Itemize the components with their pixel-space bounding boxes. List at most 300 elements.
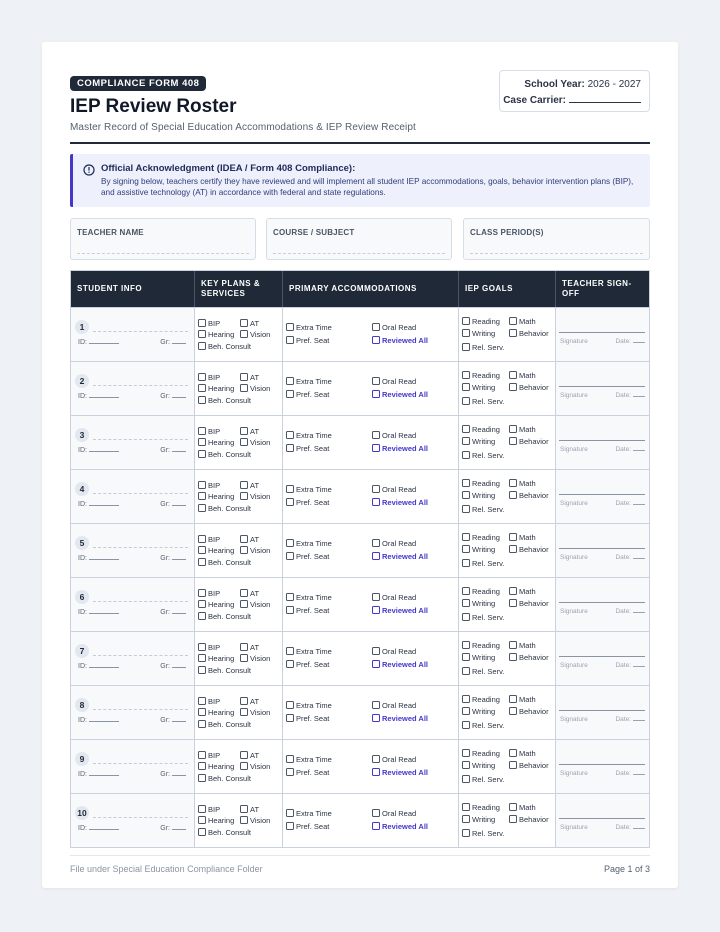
extra-time-checkbox[interactable]: Extra Time <box>286 647 332 656</box>
rel-serv-checkbox[interactable]: Rel. Serv. <box>462 451 504 460</box>
pref-seat-checkbox[interactable]: Pref. Seat <box>286 444 329 453</box>
date-field[interactable]: Date: <box>615 608 645 615</box>
reviewed-all-checkbox[interactable]: Reviewed All <box>372 660 428 669</box>
reading-checkbox[interactable]: Reading <box>462 425 500 434</box>
reading-checkbox[interactable]: Reading <box>462 479 500 488</box>
checkbox-icon <box>462 317 470 325</box>
signoff-cell <box>556 578 649 631</box>
rel-serv-checkbox[interactable]: Rel. Serv. <box>462 343 504 352</box>
page-subtitle: Master Record of Special Education Accommodations & IEP Review Receipt <box>70 122 416 133</box>
student-id-field[interactable]: ID: <box>78 338 119 346</box>
math-checkbox[interactable]: Math <box>509 425 536 434</box>
pref-seat-checkbox[interactable]: Pref. Seat <box>286 552 329 561</box>
checkbox-icon <box>240 751 248 759</box>
signature-field[interactable] <box>559 440 645 441</box>
behavior-checkbox[interactable]: Behavior <box>509 707 549 716</box>
row-number: 5 <box>75 536 89 550</box>
beh-consult-checkbox[interactable]: Beh. Consult <box>198 666 251 675</box>
signature-field[interactable] <box>559 494 645 495</box>
writing-checkbox[interactable]: Writing <box>462 329 495 338</box>
student-grade-field[interactable]: Gr: <box>160 716 186 724</box>
student-name-field[interactable] <box>93 439 188 440</box>
reviewed-all-checkbox[interactable]: Reviewed All <box>372 444 428 453</box>
oral-read-checkbox[interactable]: Oral Read <box>372 593 416 602</box>
extra-time-checkbox[interactable]: Extra Time <box>286 377 332 386</box>
signature-label: Signature <box>560 662 588 669</box>
student-info-cell <box>71 362 195 415</box>
signature-field[interactable] <box>559 818 645 819</box>
acknowledgment-notice <box>70 154 650 207</box>
checkbox-icon <box>462 707 470 715</box>
oral-read-checkbox[interactable]: Oral Read <box>372 755 416 764</box>
behavior-checkbox[interactable]: Behavior <box>509 545 549 554</box>
writing-checkbox[interactable]: Writing <box>462 491 495 500</box>
signature-field[interactable] <box>559 332 645 333</box>
checkbox-icon <box>286 485 294 493</box>
oral-read-checkbox[interactable]: Oral Read <box>372 431 416 440</box>
hearing-checkbox[interactable]: Hearing <box>198 600 234 609</box>
reading-checkbox[interactable]: Reading <box>462 533 500 542</box>
bip-checkbox[interactable]: BIP <box>198 805 220 814</box>
oral-read-checkbox[interactable]: Oral Read <box>372 647 416 656</box>
reading-checkbox[interactable]: Reading <box>462 371 500 380</box>
checkbox-icon <box>198 504 206 512</box>
hearing-checkbox[interactable]: Hearing <box>198 654 234 663</box>
oral-read-checkbox[interactable]: Oral Read <box>372 701 416 710</box>
checkbox-icon <box>372 444 380 452</box>
case-carrier-label: Case Carrier: <box>503 95 566 106</box>
checkbox-icon <box>240 816 248 824</box>
hearing-checkbox[interactable]: Hearing <box>198 762 234 771</box>
class-period-label: CLASS PERIOD(S) <box>470 228 544 237</box>
at-checkbox[interactable]: AT <box>240 751 259 760</box>
date-field[interactable]: Date: <box>615 824 645 831</box>
oral-read-checkbox[interactable]: Oral Read <box>372 377 416 386</box>
beh-consult-checkbox[interactable]: Beh. Consult <box>198 774 251 783</box>
hearing-checkbox[interactable]: Hearing <box>198 546 234 555</box>
table-row <box>71 793 649 847</box>
extra-time-checkbox[interactable]: Extra Time <box>286 755 332 764</box>
checkbox-icon <box>198 816 206 824</box>
beh-consult-checkbox[interactable]: Beh. Consult <box>198 450 251 459</box>
pref-seat-checkbox[interactable]: Pref. Seat <box>286 714 329 723</box>
pref-seat-checkbox[interactable]: Pref. Seat <box>286 822 329 831</box>
reading-checkbox[interactable]: Reading <box>462 641 500 650</box>
student-id-field[interactable]: ID: <box>78 392 119 400</box>
rel-serv-checkbox[interactable]: Rel. Serv. <box>462 613 504 622</box>
oral-read-checkbox[interactable]: Oral Read <box>372 485 416 494</box>
at-checkbox[interactable]: AT <box>240 697 259 706</box>
goals-cell <box>459 632 556 685</box>
checkbox-icon <box>372 768 380 776</box>
vision-checkbox[interactable]: Vision <box>240 654 270 663</box>
rel-serv-checkbox[interactable]: Rel. Serv. <box>462 721 504 730</box>
reviewed-all-checkbox[interactable]: Reviewed All <box>372 768 428 777</box>
checkbox-icon <box>286 336 294 344</box>
vision-checkbox[interactable]: Vision <box>240 438 270 447</box>
behavior-checkbox[interactable]: Behavior <box>509 761 549 770</box>
bip-checkbox[interactable]: BIP <box>198 643 220 652</box>
checkbox-icon <box>286 377 294 385</box>
extra-time-checkbox[interactable]: Extra Time <box>286 323 332 332</box>
student-id-field[interactable]: ID: <box>78 500 119 508</box>
beh-consult-checkbox[interactable]: Beh. Consult <box>198 342 251 351</box>
plans-cell <box>195 308 283 361</box>
checkbox-icon <box>198 697 206 705</box>
student-name-field[interactable] <box>93 493 188 494</box>
checkbox-icon <box>240 535 248 543</box>
math-checkbox[interactable]: Math <box>509 371 536 380</box>
student-name-field[interactable] <box>93 601 188 602</box>
pref-seat-checkbox[interactable]: Pref. Seat <box>286 660 329 669</box>
date-field[interactable]: Date: <box>615 500 645 507</box>
signoff-cell <box>556 794 649 847</box>
checkbox-icon <box>198 666 206 674</box>
row-number: 8 <box>75 698 89 712</box>
plans-cell <box>195 794 283 847</box>
checkbox-icon <box>198 612 206 620</box>
goals-cell <box>459 740 556 793</box>
checkbox-icon <box>462 613 470 621</box>
row-number: 6 <box>75 590 89 604</box>
row-number: 2 <box>75 374 89 388</box>
reading-checkbox[interactable]: Reading <box>462 749 500 758</box>
bip-checkbox[interactable]: BIP <box>198 427 220 436</box>
checkbox-icon <box>286 552 294 560</box>
student-grade-field[interactable]: Gr: <box>160 824 186 832</box>
checkbox-icon <box>198 438 206 446</box>
math-checkbox[interactable]: Math <box>509 587 536 596</box>
header-iep-goals: IEP GOALS <box>459 271 556 307</box>
checkbox-icon <box>462 829 470 837</box>
reviewed-all-checkbox[interactable]: Reviewed All <box>372 552 428 561</box>
checkbox-icon <box>286 755 294 763</box>
goals-cell <box>459 578 556 631</box>
accommodations-cell <box>283 308 459 361</box>
checkbox-icon <box>240 384 248 392</box>
extra-time-checkbox[interactable]: Extra Time <box>286 701 332 710</box>
writing-checkbox[interactable]: Writing <box>462 599 495 608</box>
behavior-checkbox[interactable]: Behavior <box>509 383 549 392</box>
student-name-field[interactable] <box>93 655 188 656</box>
pref-seat-checkbox[interactable]: Pref. Seat <box>286 768 329 777</box>
student-grade-field[interactable]: Gr: <box>160 554 186 562</box>
checkbox-icon <box>509 815 517 823</box>
behavior-checkbox[interactable]: Behavior <box>509 491 549 500</box>
at-checkbox[interactable]: AT <box>240 643 259 652</box>
student-id-field[interactable]: ID: <box>78 824 119 832</box>
beh-consult-checkbox[interactable]: Beh. Consult <box>198 558 251 567</box>
hearing-checkbox[interactable]: Hearing <box>198 816 234 825</box>
student-name-field[interactable] <box>93 547 188 548</box>
behavior-checkbox[interactable]: Behavior <box>509 653 549 662</box>
date-field[interactable]: Date: <box>615 338 645 345</box>
math-checkbox[interactable]: Math <box>509 749 536 758</box>
student-grade-field[interactable]: Gr: <box>160 338 186 346</box>
extra-time-checkbox[interactable]: Extra Time <box>286 593 332 602</box>
signature-field[interactable] <box>559 602 645 603</box>
rel-serv-checkbox[interactable]: Rel. Serv. <box>462 559 504 568</box>
reading-checkbox[interactable]: Reading <box>462 587 500 596</box>
checkbox-icon <box>509 491 517 499</box>
student-id-field[interactable]: ID: <box>78 446 119 454</box>
signature-field[interactable] <box>559 656 645 657</box>
date-field[interactable]: Date: <box>615 446 645 453</box>
student-name-field[interactable] <box>93 385 188 386</box>
student-grade-field[interactable]: Gr: <box>160 608 186 616</box>
signature-label: Signature <box>560 824 588 831</box>
signature-label: Signature <box>560 500 588 507</box>
math-checkbox[interactable]: Math <box>509 641 536 650</box>
writing-checkbox[interactable]: Writing <box>462 653 495 662</box>
at-checkbox[interactable]: AT <box>240 427 259 436</box>
reviewed-all-checkbox[interactable]: Reviewed All <box>372 714 428 723</box>
hearing-checkbox[interactable]: Hearing <box>198 330 234 339</box>
accommodations-cell <box>283 416 459 469</box>
checkbox-icon <box>462 545 470 553</box>
math-checkbox[interactable]: Math <box>509 317 536 326</box>
reviewed-all-checkbox[interactable]: Reviewed All <box>372 390 428 399</box>
behavior-checkbox[interactable]: Behavior <box>509 329 549 338</box>
goals-cell <box>459 794 556 847</box>
checkbox-icon <box>509 695 517 703</box>
vision-checkbox[interactable]: Vision <box>240 330 270 339</box>
oral-read-checkbox[interactable]: Oral Read <box>372 809 416 818</box>
checkbox-icon <box>509 653 517 661</box>
vision-checkbox[interactable]: Vision <box>240 384 270 393</box>
checkbox-icon <box>462 599 470 607</box>
student-info-cell <box>71 794 195 847</box>
student-name-field[interactable] <box>93 817 188 818</box>
date-field[interactable]: Date: <box>615 770 645 777</box>
checkbox-icon <box>509 587 517 595</box>
hearing-checkbox[interactable]: Hearing <box>198 384 234 393</box>
hearing-checkbox[interactable]: Hearing <box>198 708 234 717</box>
extra-time-checkbox[interactable]: Extra Time <box>286 431 332 440</box>
writing-checkbox[interactable]: Writing <box>462 437 495 446</box>
student-grade-field[interactable]: Gr: <box>160 662 186 670</box>
row-number: 1 <box>75 320 89 334</box>
checkbox-icon <box>198 751 206 759</box>
checkbox-icon <box>462 667 470 675</box>
pref-seat-checkbox[interactable]: Pref. Seat <box>286 606 329 615</box>
vision-checkbox[interactable]: Vision <box>240 546 270 555</box>
at-checkbox[interactable]: AT <box>240 373 259 382</box>
at-checkbox[interactable]: AT <box>240 805 259 814</box>
extra-time-checkbox[interactable]: Extra Time <box>286 809 332 818</box>
header-key-plans: KEY PLANS & SERVICES <box>195 271 283 307</box>
checkbox-icon <box>198 720 206 728</box>
pref-seat-checkbox[interactable]: Pref. Seat <box>286 390 329 399</box>
date-field[interactable]: Date: <box>615 716 645 723</box>
checkbox-icon <box>286 444 294 452</box>
vision-checkbox[interactable]: Vision <box>240 708 270 717</box>
checkbox-icon <box>198 450 206 458</box>
signature-field[interactable] <box>559 764 645 765</box>
student-grade-field[interactable]: Gr: <box>160 392 186 400</box>
accommodations-cell <box>283 632 459 685</box>
beh-consult-checkbox[interactable]: Beh. Consult <box>198 396 251 405</box>
bip-checkbox[interactable]: BIP <box>198 589 220 598</box>
pref-seat-checkbox[interactable]: Pref. Seat <box>286 336 329 345</box>
extra-time-checkbox[interactable]: Extra Time <box>286 485 332 494</box>
checkbox-icon <box>372 660 380 668</box>
signature-label: Signature <box>560 716 588 723</box>
form-page <box>42 42 678 888</box>
checkbox-icon <box>462 695 470 703</box>
student-name-field[interactable] <box>93 763 188 764</box>
table-row <box>71 739 649 793</box>
table-row <box>71 685 649 739</box>
roster-table <box>70 270 650 848</box>
signature-field[interactable] <box>559 710 645 711</box>
checkbox-icon <box>462 505 470 513</box>
bip-checkbox[interactable]: BIP <box>198 697 220 706</box>
at-checkbox[interactable]: AT <box>240 319 259 328</box>
beh-consult-checkbox[interactable]: Beh. Consult <box>198 612 251 621</box>
signoff-cell <box>556 686 649 739</box>
bip-checkbox[interactable]: BIP <box>198 319 220 328</box>
teacher-name-field[interactable] <box>70 218 256 260</box>
math-checkbox[interactable]: Math <box>509 533 536 542</box>
signature-label: Signature <box>560 554 588 561</box>
checkbox-icon <box>462 559 470 567</box>
checkbox-icon <box>198 774 206 782</box>
vision-checkbox[interactable]: Vision <box>240 816 270 825</box>
checkbox-icon <box>372 822 380 830</box>
rel-serv-checkbox[interactable]: Rel. Serv. <box>462 667 504 676</box>
math-checkbox[interactable]: Math <box>509 695 536 704</box>
header-divider <box>70 142 650 144</box>
student-name-field[interactable] <box>93 709 188 710</box>
rel-serv-checkbox[interactable]: Rel. Serv. <box>462 397 504 406</box>
beh-consult-checkbox[interactable]: Beh. Consult <box>198 828 251 837</box>
math-checkbox[interactable]: Math <box>509 803 536 812</box>
signature-field[interactable] <box>559 548 645 549</box>
rel-serv-checkbox[interactable]: Rel. Serv. <box>462 505 504 514</box>
writing-checkbox[interactable]: Writing <box>462 707 495 716</box>
case-carrier-field[interactable] <box>569 94 641 103</box>
behavior-checkbox[interactable]: Behavior <box>509 815 549 824</box>
plans-cell <box>195 362 283 415</box>
behavior-checkbox[interactable]: Behavior <box>509 437 549 446</box>
bip-checkbox[interactable]: BIP <box>198 535 220 544</box>
pref-seat-checkbox[interactable]: Pref. Seat <box>286 498 329 507</box>
beh-consult-checkbox[interactable]: Beh. Consult <box>198 720 251 729</box>
behavior-checkbox[interactable]: Behavior <box>509 599 549 608</box>
reviewed-all-checkbox[interactable]: Reviewed All <box>372 606 428 615</box>
hearing-checkbox[interactable]: Hearing <box>198 492 234 501</box>
rel-serv-checkbox[interactable]: Rel. Serv. <box>462 775 504 784</box>
class-period-field[interactable] <box>463 218 650 260</box>
student-name-field[interactable] <box>93 331 188 332</box>
vision-checkbox[interactable]: Vision <box>240 492 270 501</box>
checkbox-icon <box>509 761 517 769</box>
extra-time-checkbox[interactable]: Extra Time <box>286 539 332 548</box>
student-info-cell <box>71 686 195 739</box>
plans-cell <box>195 578 283 631</box>
checkbox-icon <box>286 768 294 776</box>
bip-checkbox[interactable]: BIP <box>198 751 220 760</box>
reviewed-all-checkbox[interactable]: Reviewed All <box>372 498 428 507</box>
student-id-field[interactable]: ID: <box>78 608 119 616</box>
checkbox-icon <box>509 641 517 649</box>
oral-read-checkbox[interactable]: Oral Read <box>372 539 416 548</box>
table-body <box>71 307 649 847</box>
writing-checkbox[interactable]: Writing <box>462 383 495 392</box>
date-field[interactable]: Date: <box>615 554 645 561</box>
beh-consult-checkbox[interactable]: Beh. Consult <box>198 504 251 513</box>
at-checkbox[interactable]: AT <box>240 481 259 490</box>
table-row <box>71 415 649 469</box>
course-subject-field[interactable] <box>266 218 452 260</box>
reading-checkbox[interactable]: Reading <box>462 695 500 704</box>
checkbox-icon <box>462 383 470 391</box>
student-grade-field[interactable]: Gr: <box>160 446 186 454</box>
checkbox-icon <box>240 546 248 554</box>
signature-field[interactable] <box>559 386 645 387</box>
vision-checkbox[interactable]: Vision <box>240 762 270 771</box>
hearing-checkbox[interactable]: Hearing <box>198 438 234 447</box>
checkbox-icon <box>198 805 206 813</box>
student-id-field[interactable]: ID: <box>78 554 119 562</box>
oral-read-checkbox[interactable]: Oral Read <box>372 323 416 332</box>
checkbox-icon <box>462 533 470 541</box>
writing-checkbox[interactable]: Writing <box>462 815 495 824</box>
goals-cell <box>459 416 556 469</box>
goals-cell <box>459 524 556 577</box>
vision-checkbox[interactable]: Vision <box>240 600 270 609</box>
checkbox-icon <box>286 701 294 709</box>
math-checkbox[interactable]: Math <box>509 479 536 488</box>
writing-checkbox[interactable]: Writing <box>462 761 495 770</box>
student-grade-field[interactable]: Gr: <box>160 500 186 508</box>
checkbox-icon <box>198 384 206 392</box>
checkbox-icon <box>509 599 517 607</box>
plans-cell <box>195 470 283 523</box>
student-grade-field[interactable]: Gr: <box>160 770 186 778</box>
plans-cell <box>195 416 283 469</box>
student-id-field[interactable]: ID: <box>78 770 119 778</box>
reading-checkbox[interactable]: Reading <box>462 803 500 812</box>
checkbox-icon <box>240 805 248 813</box>
student-id-field[interactable]: ID: <box>78 716 119 724</box>
accommodations-cell <box>283 686 459 739</box>
student-id-field[interactable]: ID: <box>78 662 119 670</box>
row-number: 3 <box>75 428 89 442</box>
rel-serv-checkbox[interactable]: Rel. Serv. <box>462 829 504 838</box>
bip-checkbox[interactable]: BIP <box>198 481 220 490</box>
at-checkbox[interactable]: AT <box>240 589 259 598</box>
reading-checkbox[interactable]: Reading <box>462 317 500 326</box>
plans-cell <box>195 686 283 739</box>
row-number: 9 <box>75 752 89 766</box>
bip-checkbox[interactable]: BIP <box>198 373 220 382</box>
goals-cell <box>459 362 556 415</box>
checkbox-icon <box>240 708 248 716</box>
plans-cell <box>195 632 283 685</box>
writing-checkbox[interactable]: Writing <box>462 545 495 554</box>
reviewed-all-checkbox[interactable]: Reviewed All <box>372 822 428 831</box>
checkbox-icon <box>240 600 248 608</box>
checkbox-icon <box>198 396 206 404</box>
reviewed-all-checkbox[interactable]: Reviewed All <box>372 336 428 345</box>
date-field[interactable]: Date: <box>615 662 645 669</box>
at-checkbox[interactable]: AT <box>240 535 259 544</box>
checkbox-icon <box>372 552 380 560</box>
date-field[interactable]: Date: <box>615 392 645 399</box>
page-number: Page 1 of 3 <box>603 864 650 874</box>
